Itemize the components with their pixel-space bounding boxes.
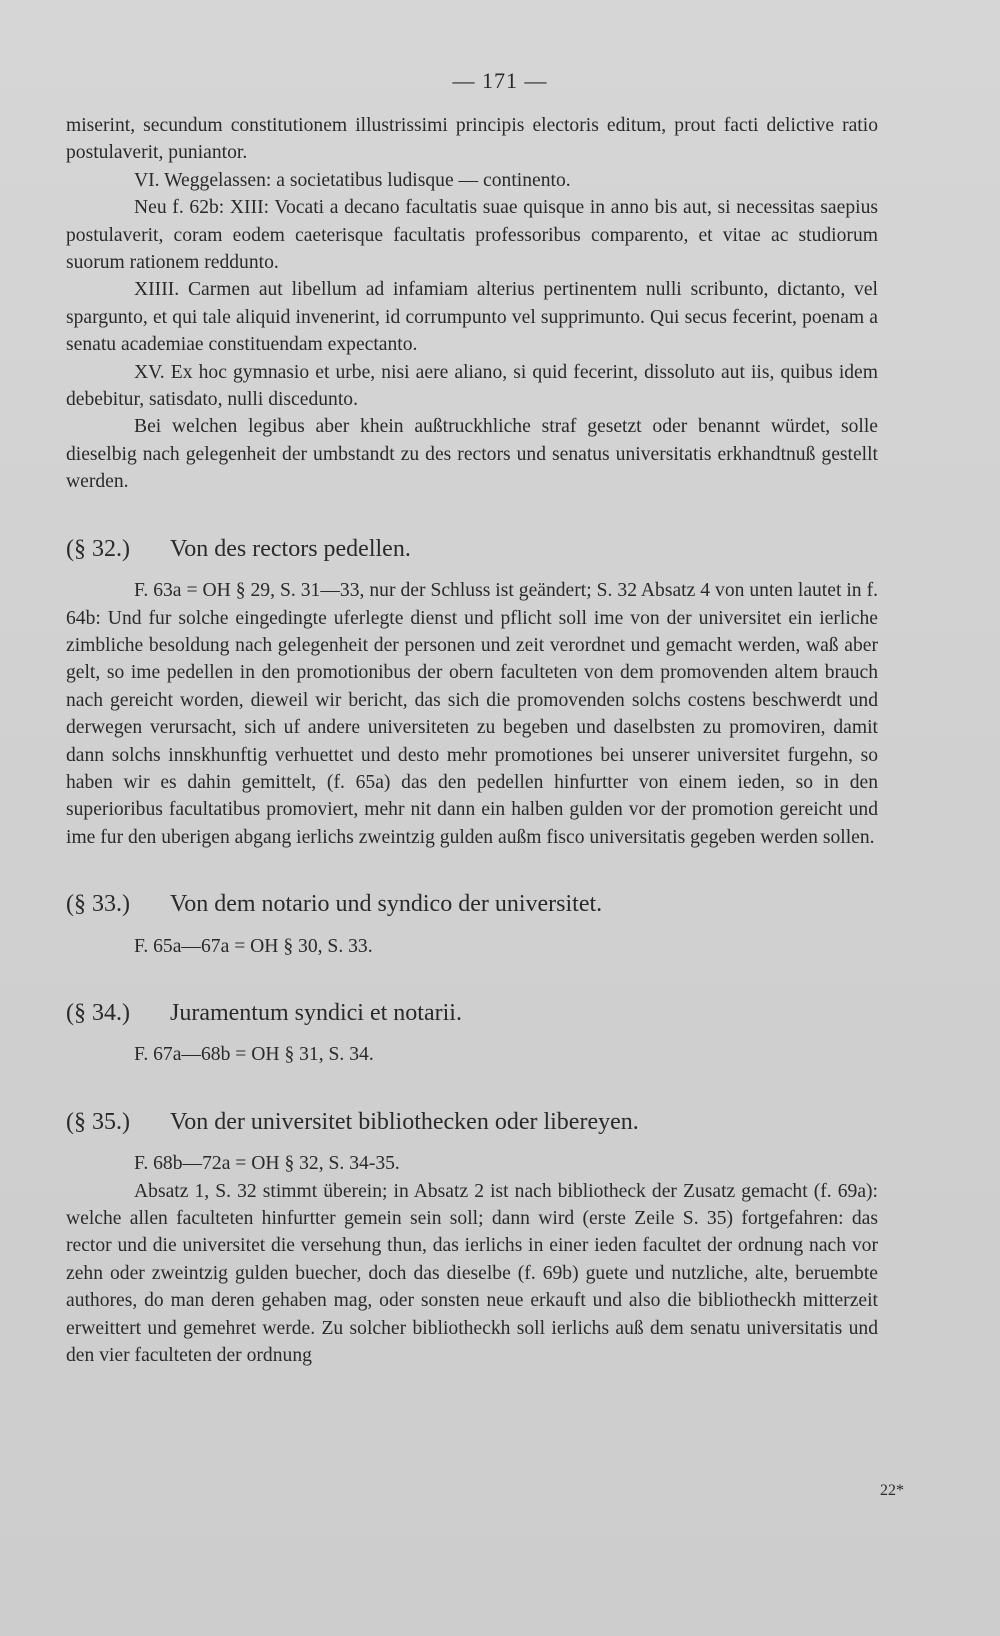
paragraph: miserint, secundum constitutionem illustrissimi principis electoris editum, prout facti delictive ratio postulaverit, puniantor. [66,115,878,164]
section-heading [66,1000,878,1027]
section-number: (§ 35.) [66,1108,130,1135]
section-title: Von des rectors pedellen. [170,535,411,562]
page-content [66,112,878,1369]
section-heading [66,891,878,918]
section-number: (§ 32.) [66,535,130,562]
paragraph: XV. Ex hoc gymnasio et urbe, nisi aere aliano, si quid fecerint, dissoluto aut iis, quibus idem debebitur, satisdato, nulli discedunto. [66,361,878,411]
section-title: Juramentum syndici et notarii. [170,999,462,1026]
section-reference: F. 68b—72a = OH § 32, S. 34-35. [134,1153,400,1175]
section-reference: F. 67a—68b = OH § 31, S. 34. [134,1044,374,1066]
section-heading [66,536,878,563]
paragraph: Neu f. 62b: XIII: Vocati a decano facultatis suae quisque in anno bis aut, si necessitas saepius postulaverit, coram eodem caeterisque facultatis professoribus comparento, et vitae ac studiorum suorum rationem reddunto. [66,197,878,274]
section-reference: F. 63a = OH § 29, S. 31—33, nur der Schluss ist geändert; S. 32 Absatz 4 von unten lautet in f. 64b: Und fur solche eingedingte uferlegte dienst und pflicht soll ime von der universitet ein ierliche zimbliche besoldung nach gelegenheit der personen und zeit verordnet und gemacht werden, waß aber gelt, so ime pedellen in den promotionibus der obern faculteten von dem promovenden altem brauch nach gereicht worden, dieweil wir bericht, das sich die promovenden solchs costens beschwerdt und derwegen verursacht, sich uf andere universiteten zu begeben und daselbsten zu promoviren, damit dann solchs innskhunftig verhuettet und desto mehr promotiones bei unserer universitet furgehn, so haben wir es dahin gemittelt, (f. 65a) das den pedellen hinfurtter von einem ieden, so in den superioribus facultatibus promoviert, mehr nit dann ein halben gulden vor der promotion gereicht und ime fur den uberigen abgang ierlichs zweintzig gulden außm fisco universitatis gegeben werden sollen. [66,580,878,848]
section-body: Absatz 1, S. 32 stimmt überein; in Absatz 2 ist nach bibliotheck der Zusatz gemacht (f. 69a): welche allen faculteten hinfurtter gemein sein soll; dann wird (erste Zeile S. 35) fortgefahren: das rector und die universitet die versehung thun, das ierlichs in einer ieden facultet der ordnung nach vor zehn oder zweintzig gulden buecher, doch das dieselbe (f. 69b) guete und nutzliche, alte, beruembte authores, do man deren gehaben mag, oder sonsten neue erkauft und also die bibliotheckh mitterzeit erweittert und gemehret werde. Zu solcher bibliotheckh soll ierlichs auß dem senatu universitatis und den vier faculteten der ordnung [66,1180,878,1367]
signature-mark: 22* [880,1482,904,1499]
section-heading [66,1109,878,1136]
paragraph: XIIII. Carmen aut libellum ad infamiam alterius pertinentem nulli scribunto, dictanto, vel spargunto, et qui tale aliquid invenerint, id corrumpunto vel supprimunto. Qui secus fecerint, poenam a senatu academiae constituendam expectanto. [66,279,878,356]
page-number: — 171 — [452,68,548,93]
section-title: Von der universitet bibliothecken oder libereyen. [170,1108,639,1135]
paragraph: VI. Weggelassen: a societatibus ludisque — continento. [134,169,571,191]
section-reference: F. 65a—67a = OH § 30, S. 33. [134,935,373,957]
section-number: (§ 33.) [66,891,130,918]
paragraph: Bei welchen legibus aber khein außtruckhliche straf gesetzt oder benannt würdet, solle dieselbig nach gelegenheit der umbstandt zu des rectors und senatus universitatis erkhandtnuß gestellt werden. [66,416,878,493]
section-title: Von dem notario und syndico der universitet. [170,891,603,918]
section-number: (§ 34.) [66,999,130,1026]
